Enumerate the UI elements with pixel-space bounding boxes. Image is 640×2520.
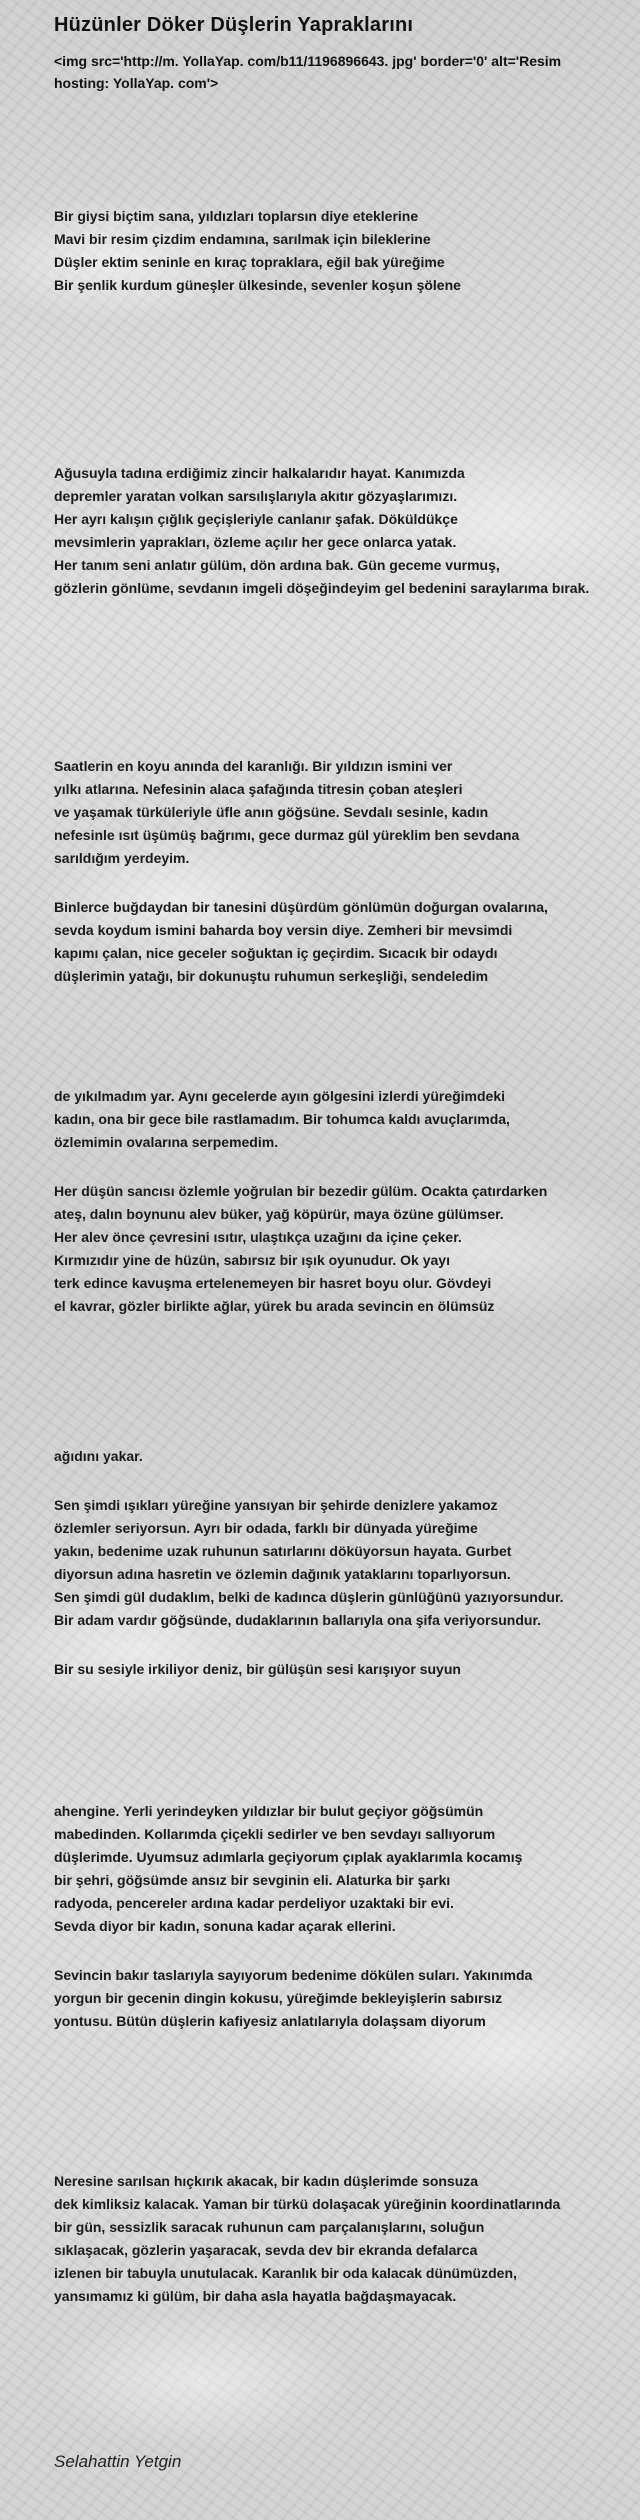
poem-stanza: [54, 205, 640, 297]
poem-stanza: [54, 1180, 640, 1318]
poem-line: el kavrar, gözler birlikte ağlar, yürek bu arada sevincin en ölümsüz: [54, 1298, 495, 1314]
poem-line: düşlerimde. Uyumsuz adımlarla geçiyorum çıplak ayaklarımla kocamış: [54, 1849, 523, 1865]
poem-line: ve yaşamak türküleriyle üfle anın göğsüne. Sevdalı sesinle, kadın: [54, 804, 489, 820]
poem-line: kapımı çalan, nice geceler soğuktan iç geçirdim. Sıcacık bir odaydı: [54, 945, 498, 961]
poem-line: bir şehri, göğsümde ansız bir sevginin eli. Alaturka bir şarkı: [54, 1872, 451, 1888]
poem-line: mabedinden. Kollarımda çiçekli sedirler ve ben sevdayı sallıyorum: [54, 1826, 496, 1842]
poem-section: [54, 2170, 640, 2308]
poem-line: diyorsun adına hasretin ve özlemin dağınık yataklarını toparlıyorsun.: [54, 1566, 511, 1582]
poem-stanza: [54, 2170, 640, 2308]
poem-line: Her alev önce çevresini ısıtır, ulaştıkça uzağını da içine çeker.: [54, 1229, 462, 1245]
poem-line: yakın, bedenime uzak ruhunun satırlarını döküyorsun hayata. Gurbet: [54, 1543, 512, 1559]
poem-section: [54, 1445, 640, 1681]
poem-line: Sevda diyor bir kadın, sonuna kadar açarak ellerini.: [54, 1918, 396, 1934]
poem-line: Saatlerin en koyu anında del karanlığı. Bir yıldızın ismini ver: [54, 758, 453, 774]
poem-line: Sen şimdi ışıkları yüreğine yansıyan bir şehirde denizlere yakamoz: [54, 1497, 498, 1513]
poem-line: Ağusuyla tadına erdiğimiz zincir halkalarıdır hayat. Kanımızda: [54, 465, 465, 481]
poem-line: yansımamız ki gülüm, bir daha asla hayatla bağdaşmayacak.: [54, 2288, 457, 2304]
poem-line: ahengine. Yerli yerindeyken yıldızlar bir bulut geçiyor göğsümün: [54, 1803, 484, 1819]
poem-line: sevda koydum ismini baharda boy versin diye. Zemheri bir mevsimdi: [54, 922, 513, 938]
poem-line: bir gün, sessizlik saracak ruhunun cam parçalanışlarını, soluğun: [54, 2219, 485, 2235]
poem-line: sarıldığım yerdeyim.: [54, 850, 190, 866]
poem-line: düşlerimin yatağı, bir dokunuştu ruhumun serkeşliği, sendeledim: [54, 968, 489, 984]
poem-line: Sevincin bakır taslarıyla sayıyorum bedenime dökülen suları. Yakınımda: [54, 1967, 533, 1983]
poem-line: Mavi bir resim çizdim endamına, sarılmak için bileklerine: [54, 231, 431, 247]
poem-line: özlemimin ovalarına serpemedim.: [54, 1134, 279, 1150]
poem-line: ateş, dalın boynunu alev büker, yağ köpürür, maya özüne gülümser.: [54, 1206, 504, 1222]
poem-section: [54, 755, 640, 988]
poem-line: kadın, ona bir gece bile rastlamadım. Bir tohumca kaldı avuçlarımda,: [54, 1111, 510, 1127]
poem-line: Bir şenlik kurdum güneşler ülkesinde, sevenler koşun şölene: [54, 277, 461, 293]
poem-stanza: [54, 1085, 640, 1154]
poem-section: [54, 1800, 640, 2033]
poem-line: Bir su sesiyle irkiliyor deniz, bir gülüşün sesi karışıyor suyun: [54, 1661, 461, 1677]
poem-line: Her düşün sancısı özlemle yoğrulan bir bezedir gülüm. Ocakta çatırdarken: [54, 1183, 548, 1199]
poem-line: Düşler ektim seninle en kıraç topraklara, eğil bak yüreğime: [54, 254, 445, 270]
poem-title: Hüzünler Döker Düşlerin Yapraklarını: [54, 14, 414, 36]
poem-section: [54, 205, 640, 297]
poem-stanza: [54, 896, 640, 988]
poem-section: [54, 1085, 640, 1318]
poem-line: nefesinle ısıt üşümüş bağrımı, gece durmaz gül yüreklim ben sevdana: [54, 827, 520, 843]
poem-line: gözlerin gönlüme, sevdanın imgeli döşeğindeyim gel bedenini saraylarıma bırak.: [54, 580, 590, 596]
poem-line: radyoda, pencereler ardına kadar perdeliyor uzaktaki bir evi.: [54, 1895, 454, 1911]
poem-line: Sen şimdi gül dudaklım, belki de kadınca düşlerin günlüğünü yazıyorsundur.: [54, 1589, 564, 1605]
poem-stanza: [54, 755, 640, 870]
poem-line: Her ayrı kalışın çığlık geçişleriyle canlanır şafak. Döküldükçe: [54, 511, 458, 527]
poem-line: depremler yaratan volkan sarsılışlarıyla akıtır gözyaşlarımızı.: [54, 488, 458, 504]
poem-line: mevsimlerin yaprakları, özleme açılır her gece onlarca yatak.: [54, 534, 457, 550]
author-name: Selahattin Yetgin: [54, 2452, 182, 2471]
poem-line: Neresine sarılsan hıçkırık akacak, bir kadın düşlerimde sonsuza: [54, 2173, 479, 2189]
poem-line: dek kimliksiz kalacak. Yaman bir türkü dolaşacak yüreğinin koordinatlarında: [54, 2196, 561, 2212]
poem-line: Bir adam vardır göğsünde, dudaklarının ballarıyla ona şifa veriyorsundur.: [54, 1612, 542, 1628]
poem-line: izlenen bir tabuyla unutulacak. Karanlık bir oda kalacak dünümüzden,: [54, 2265, 517, 2281]
poem-section: [54, 462, 640, 600]
poem-line: Binlerce buğdaydan bir tanesini düşürdüm gönlümün doğurgan ovalarına,: [54, 899, 548, 915]
poem-stanza: [54, 1964, 640, 2033]
poem-line: ağıdını yakar.: [54, 1448, 143, 1464]
poem-line: sıklaşacak, gözlerin yaşaracak, sevda dev bir ekranda defalarca: [54, 2242, 478, 2258]
poem-stanza: [54, 462, 640, 600]
poem-line: Kırmızıdır yine de hüzün, sabırsız bir ışık oyunudur. Ok yayı: [54, 1252, 450, 1268]
image-embed-code: <img src='http://m. YollaYap. com/b11/1196896643. jpg' border='0' alt='Resim hosting: YollaYap. com'>: [54, 53, 562, 91]
poem-line: özlemler seriyorsun. Ayrı bir odada, farklı bir dünyada yüreğime: [54, 1520, 478, 1536]
poem-stanza: [54, 1658, 640, 1681]
poem-line: Bir giysi biçtim sana, yıldızları toplarsın diye eteklerine: [54, 208, 419, 224]
poem-line: de yıkılmadım yar. Aynı gecelerde ayın gölgesini izlerdi yüreğimdeki: [54, 1088, 506, 1104]
poem-line: yılkı atlarına. Nefesinin alaca şafağında titresin çoban ateşleri: [54, 781, 463, 797]
poem-line: Her tanım seni anlatır gülüm, dön ardına bak. Gün geceme vurmuş,: [54, 557, 500, 573]
poem-line: yontusu. Bütün düşlerin kafiyesiz anlatılarıyla dolaşsam diyorum: [54, 2013, 486, 2029]
poem-line: yorgun bir gecenin dingin kokusu, yüreğimde bekleyişlerin sabırsız: [54, 1990, 503, 2006]
poem-line: terk edince kavuşma ertelenemeyen bir hasret boyu olur. Gövdeyi: [54, 1275, 492, 1291]
poem-stanza: [54, 1494, 640, 1632]
poem-stanza: [54, 1800, 640, 1938]
poem-stanza: [54, 1445, 640, 1468]
